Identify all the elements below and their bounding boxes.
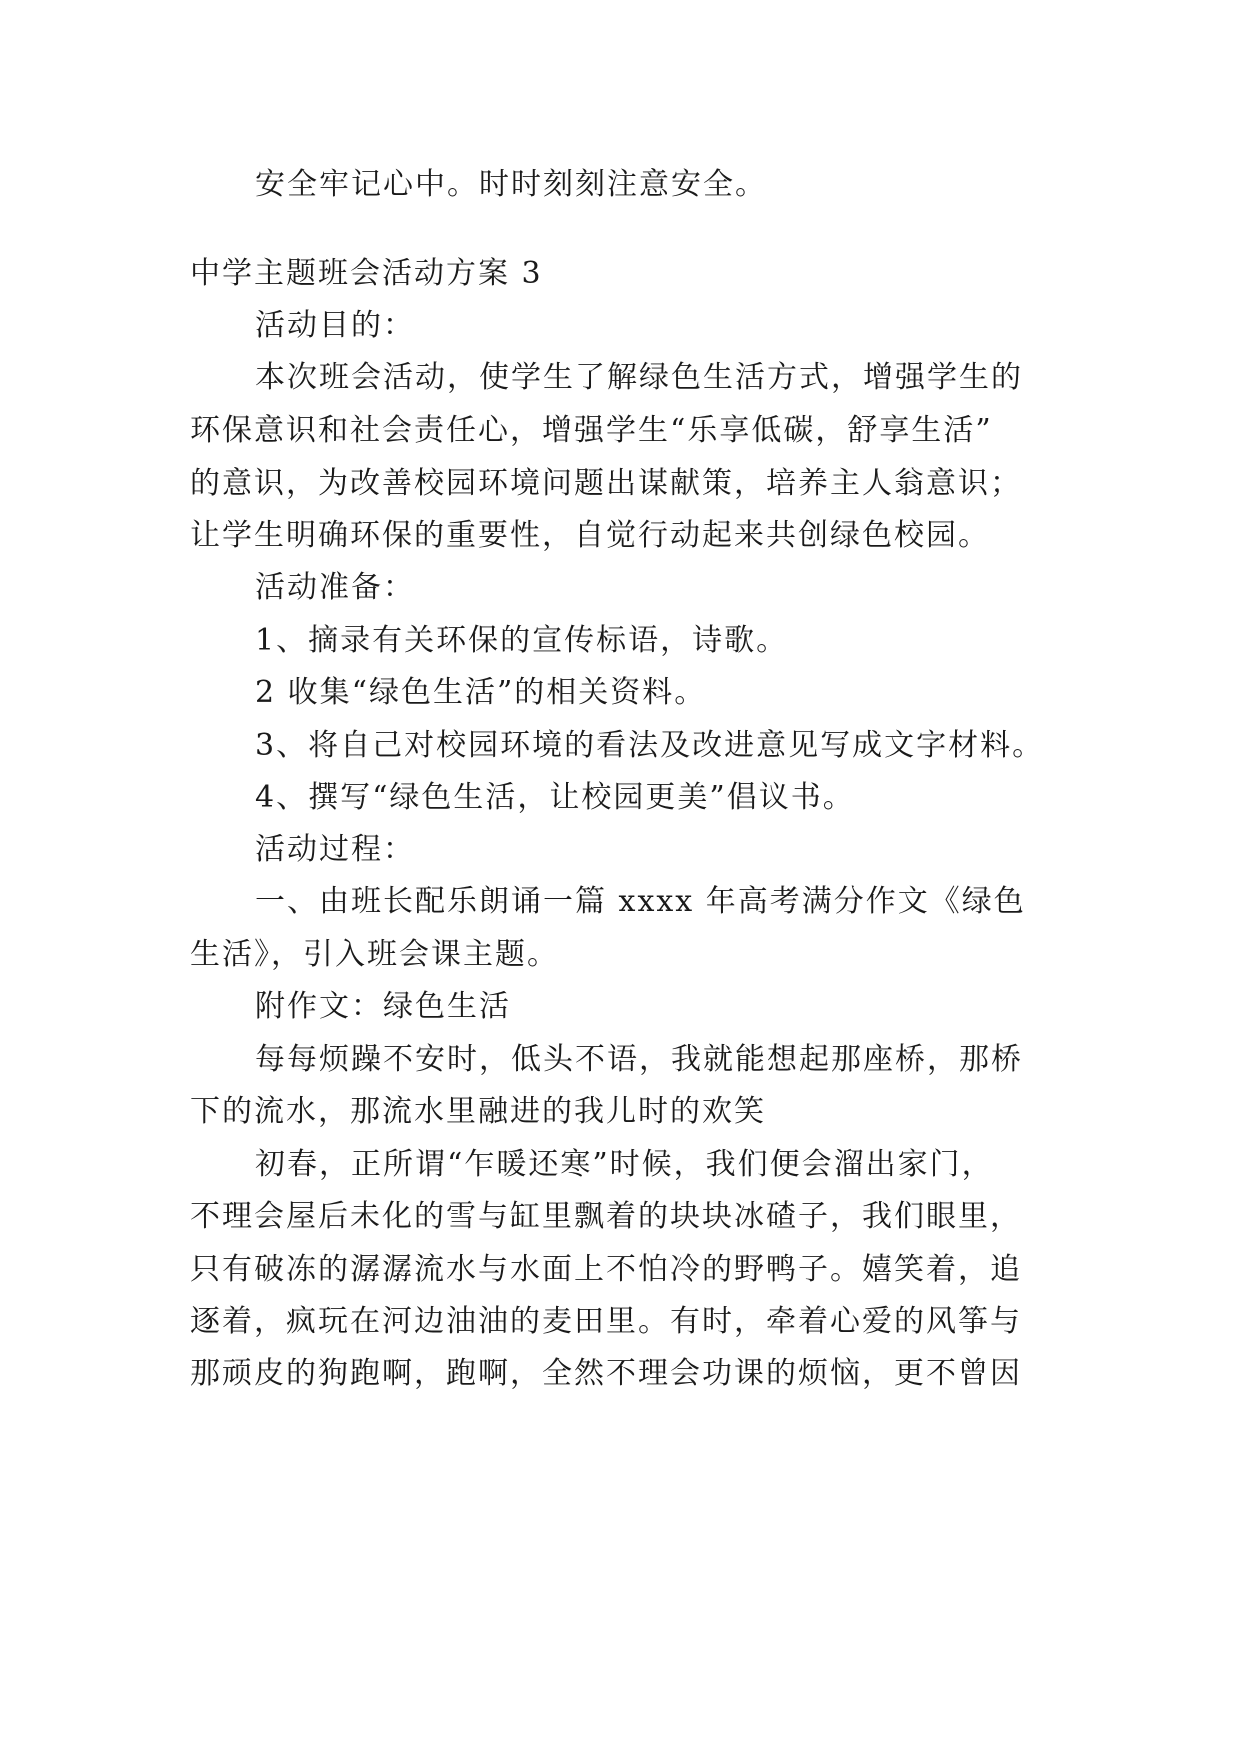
text-line: 一、由班长配乐朗诵一篇 xxxx 年高考满分作文《绿色	[255, 884, 1026, 919]
text-line: 活动准备：	[255, 570, 415, 605]
text-line: 只有破冻的潺潺流水与水面上不怕冷的野鸭子。嬉笑着，追	[190, 1252, 1022, 1287]
text-line: 每每烦躁不安时，低头不语，我就能想起那座桥，那桥	[255, 1042, 1023, 1077]
section-heading: 中学主题班会活动方案 3	[190, 256, 543, 291]
text-line: 4、撰写“绿色生活，让校园更美”倡议书。	[255, 780, 855, 815]
text-line: 1、摘录有关环保的宣传标语，诗歌。	[255, 623, 789, 658]
text-line: 附作文：绿色生活	[255, 989, 511, 1024]
text-line: 3、将自己对校园环境的看法及改进意见写成文字材料。	[255, 728, 1045, 763]
text-line: 生活》，引入班会课主题。	[190, 937, 559, 972]
text-line: 初春，正所谓“乍暖还寒”时候，我们便会溜出家门，	[255, 1147, 994, 1182]
text-line: 不理会屋后未化的雪与缸里飘着的块块冰碴子，我们眼里，	[190, 1199, 1022, 1234]
text-line: 活动目的：	[255, 308, 415, 343]
text-line: 那顽皮的狗跑啊，跑啊，全然不理会功课的烦恼，更不曾因	[190, 1356, 1022, 1391]
text-line: 2 收集“绿色生活”的相关资料。	[255, 675, 707, 710]
text-line: 活动过程：	[255, 832, 415, 867]
text-line: 环保意识和社会责任心，增强学生“乐享低碳，舒享生活”	[190, 413, 993, 448]
text-line: 让学生明确环保的重要性，自觉行动起来共创绿色校园。	[190, 518, 990, 553]
text-line: 下的流水，那流水里融进的我儿时的欢笑	[190, 1094, 766, 1129]
text-line: 本次班会活动，使学生了解绿色生活方式，增强学生的	[255, 360, 1023, 395]
text-line: 安全牢记心中。时时刻刻注意安全。	[255, 167, 767, 202]
text-line: 的意识，为改善校园环境问题出谋献策，培养主人翁意识；	[190, 466, 1022, 501]
text-line: 逐着，疯玩在河边油油的麦田里。有时，牵着心爱的风筝与	[190, 1304, 1022, 1339]
